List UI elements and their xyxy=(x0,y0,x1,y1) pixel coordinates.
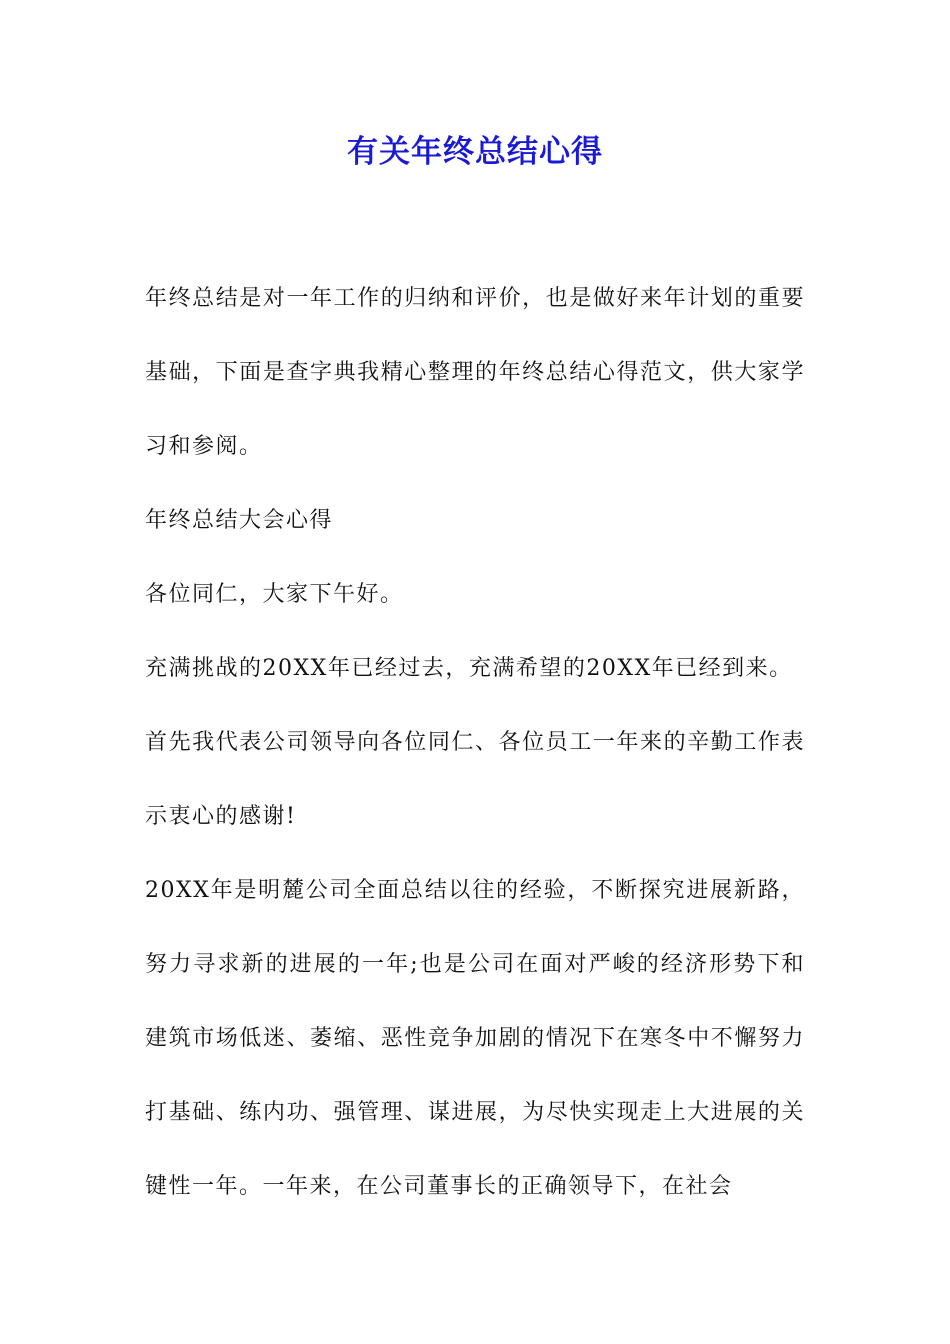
paragraph-greeting: 各位同仁，大家下午好。 xyxy=(145,582,404,607)
document-body xyxy=(145,262,805,1224)
paragraph-heading: 年终总结大会心得 xyxy=(145,508,334,533)
paragraph-review: 20XX年是明麓公司全面总结以往的经验，不断探究进展新路，努力寻求新的进展的一年;也是公司在面对严峻的经济形势下和建筑市场低迷、萎缩、恶性竞争加剧的情况下在寒冬中不懈努力打基础、练内功、强管理、谋进展，为尽快实现走上大进展的关键性一年。一年来，在公司董事长的正确领导下，在社会 xyxy=(145,878,805,1199)
paragraph-opening: 充满挑战的20XX年已经过去，充满希望的20XX年已经到来。 xyxy=(145,656,793,681)
document-title: 有关年终总结心得 xyxy=(347,134,603,170)
paragraph-intro: 年终总结是对一年工作的归纳和评价，也是做好来年计划的重要基础，下面是查字典我精心整理的年终总结心得范文，供大家学习和参阅。 xyxy=(145,286,805,459)
paragraph-thanks: 首先我代表公司领导向各位同仁、各位员工一年来的辛勤工作表示衷心的感谢! xyxy=(145,730,805,829)
